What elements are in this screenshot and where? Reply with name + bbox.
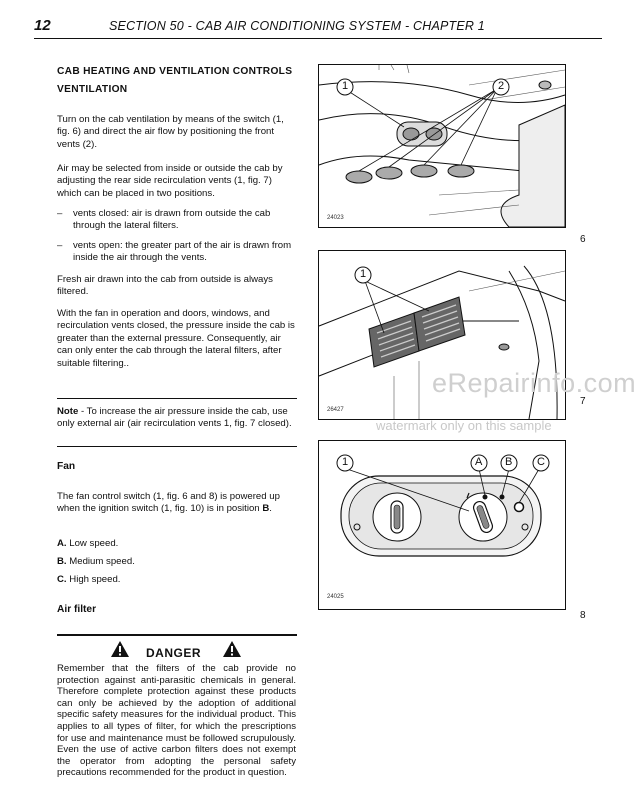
section-title: SECTION 50 - CAB AIR CONDITIONING SYSTEM - CHAPTER 1 — [109, 19, 485, 33]
page-number: 12 — [34, 17, 51, 34]
speed-key: B. — [57, 556, 67, 567]
fan-position: B — [262, 503, 270, 515]
page-header — [34, 16, 602, 39]
fan-text: The fan control switch (1, fig. 6 and 8) is powered up when the ignition switch (1, fig. 10) is in position — [57, 491, 280, 515]
warning-triangle-icon — [110, 640, 130, 658]
speed-label: Low speed. — [69, 538, 119, 549]
figure-code: 26427 — [327, 407, 344, 413]
figure-code: 24023 — [327, 215, 344, 221]
warning-triangle-icon — [222, 640, 242, 658]
note-bottom-rule — [57, 446, 297, 447]
speed-label: Medium speed. — [69, 556, 135, 567]
paragraph-ventilation-switch: Turn on the cab ventilation by means of the switch (1, fig. 6) and direct the air flow by positioning the front vents (2). — [57, 114, 284, 150]
note-label: Note — [57, 406, 79, 417]
note — [57, 406, 297, 431]
danger-top-rule — [57, 634, 297, 636]
callout-a: A — [475, 456, 483, 468]
bullet-text: vents closed: air is drawn from outside the cab through the lateral filters. — [73, 208, 271, 232]
fan-paragraph: The fan control switch (1, fig. 6 and 8) is powered up when the ignition switch (1, fig. 10) is in position B. — [57, 491, 280, 515]
bullet-vents-open — [57, 240, 297, 266]
note-text: - To increase the air pressure inside the cab, use only external air (air recirculation vents 1, fig. 7 closed). — [57, 406, 292, 430]
section-heading: CAB HEATING AND VENTILATION CONTROLS — [57, 66, 293, 77]
speed-item-b — [57, 556, 135, 568]
callout-1: 1 — [342, 80, 349, 92]
paragraph-pressure: With the fan in operation and doors, windows, and recirculation vents closed, the pressure inside the cab is greater than the external pressure. Consequently, air can only enter the cab through the lateral filters, after suitable filtering.. — [57, 308, 295, 369]
air-filter-heading: Air filter — [57, 604, 97, 615]
figure-6 — [318, 64, 566, 228]
bullet-text: vents open: the greater part of the air is drawn from inside the air through the vents. — [73, 240, 292, 264]
watermark-main: eRepairinfo.com — [432, 368, 636, 398]
paragraph-recirculation: Air may be selected from inside or outside the cab by adjusting the rear side recirculation vents (1, fig. 7) which can be placed in two positions. — [57, 163, 283, 199]
bullet-dash: – — [57, 240, 63, 251]
speed-item-c — [57, 574, 120, 586]
bullet-dash: – — [57, 208, 63, 219]
figure-8-number: 8 — [580, 610, 586, 621]
speed-item-a — [57, 538, 118, 550]
danger-title: DANGER — [146, 646, 202, 660]
danger-text: Remember that the filters of the cab provide no protection against anti-parasitic chemicals in general. Therefore complete protection against these products can only be achieved by the adoption of additional specific safety measures for the individual product. This applies to all types of filter, for which the prescriptions for use and maintenance must be followed scrupulously. Even the use of active carbon filters does not exempt the operator from adopting the personal safety precautions recommended for the product in question. — [57, 663, 296, 779]
figure-6-number: 6 — [580, 234, 586, 245]
fan-control-panel-illustration — [319, 441, 565, 609]
figure-8 — [318, 440, 566, 610]
paragraph-fresh-air: Fresh air drawn into the cab from outside is always filtered. — [57, 274, 273, 298]
callout-1: 1 — [360, 268, 367, 280]
speed-key: C. — [57, 574, 67, 585]
note-top-rule — [57, 398, 297, 399]
ventilation-heading: VENTILATION — [57, 84, 128, 95]
callout-1: 1 — [342, 456, 349, 468]
speed-label: High speed. — [69, 574, 121, 585]
callout-c: C — [537, 456, 545, 468]
fan-heading: Fan — [57, 461, 76, 472]
callout-2: 2 — [498, 80, 505, 92]
figure-code: 24025 — [327, 594, 344, 600]
speed-key: A. — [57, 538, 67, 549]
bullet-vents-closed — [57, 208, 297, 234]
figure-7-number: 7 — [580, 396, 586, 407]
watermark-sub: watermark only on this sample — [376, 418, 552, 433]
callout-b: B — [505, 456, 513, 468]
cab-vents-illustration — [319, 65, 565, 227]
